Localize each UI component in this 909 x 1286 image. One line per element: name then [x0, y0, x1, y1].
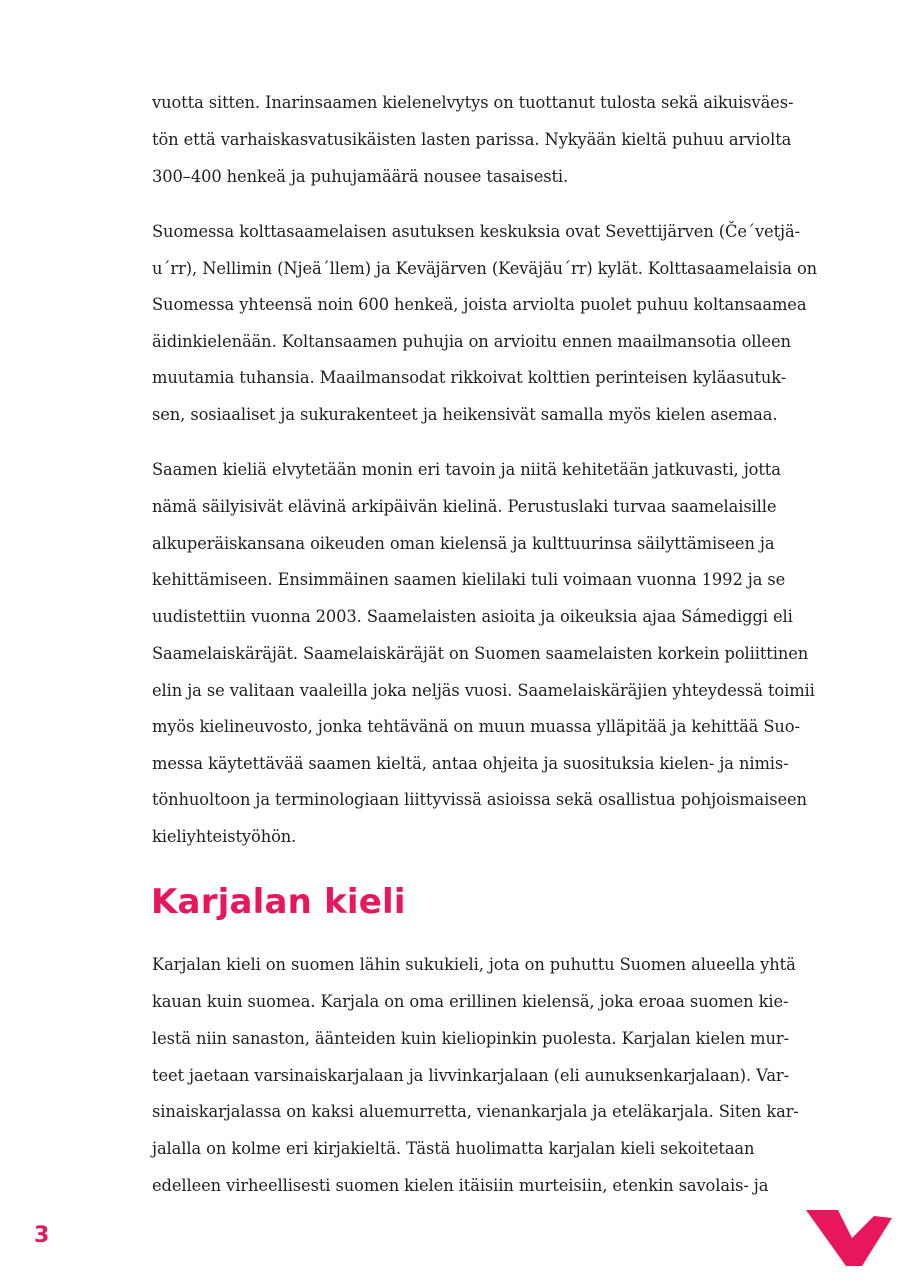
- text-line: 300–400 henkeä ja puhujamäärä nousee tasaisesti.: [152, 167, 569, 186]
- text-line: teet jaetaan varsinaiskarjalaan ja livvinkarjalaan (eli aunuksenkarjalaan). Var-: [152, 1066, 790, 1085]
- text-line: messa käytettävää saamen kieltä, antaa ohjeita ja suosituksia kielen- ja nimis-: [152, 754, 789, 773]
- text-line: myös kielineuvosto, jonka tehtävänä on muun muassa ylläpitää ja kehittää Suo-: [152, 717, 800, 736]
- text-line: lestä niin sanaston, äänteiden kuin kieliopinkin puolesta. Karjalan kielen mur-: [152, 1029, 789, 1048]
- text-line: elin ja se valitaan vaaleilla joka neljäs vuosi. Saamelaiskäräjien yhteydessä toimii: [152, 681, 815, 700]
- text-line: uˊrr), Nellimin (Njeäˊllem) ja Keväjärven (Keväjäuˊrr) kylät. Kolttasaamelaisia on: [152, 259, 818, 278]
- text-line: Karjalan kieli on suomen lähin sukukieli, jota on puhuttu Suomen alueella yhtä: [152, 955, 796, 974]
- chevron-logo-icon: [804, 1206, 894, 1276]
- text-line: kauan kuin suomea. Karjala on oma erillinen kielensä, joka eroaa suomen kie-: [152, 992, 789, 1011]
- text-line: tönhuoltoon ja terminologiaan liittyvissä asioissa sekä osallistua pohjoismaiseen: [152, 790, 807, 809]
- section-heading: Karjalan kieli: [151, 882, 406, 922]
- text-line: kehittämiseen. Ensimmäinen saamen kielilaki tuli voimaan vuonna 1992 ja se: [152, 570, 786, 589]
- text-line: vuotta sitten. Inarinsaamen kielenelvytys on tuottanut tulosta sekä aikuisväes-: [152, 93, 794, 112]
- text-line: Saamelaiskäräjät. Saamelaiskäräjät on Suomen saamelaisten korkein poliittinen: [152, 644, 809, 663]
- text-line: Suomessa kolttasaamelaisen asutuksen keskuksia ovat Sevettijärven (Čeˊvetjä-: [152, 222, 800, 241]
- text-line: edelleen virheellisesti suomen kielen itäisiin murteisiin, etenkin savolais- ja: [152, 1176, 769, 1195]
- text-line: äidinkielenään. Koltansaamen puhujia on arvioitu ennen maailmansotia olleen: [152, 332, 791, 351]
- text-line: alkuperäiskansana oikeuden oman kielensä ja kulttuurinsa säilyttämiseen ja: [152, 534, 775, 553]
- text-line: Saamen kieliä elvytetään monin eri tavoin ja niitä kehitetään jatkuvasti, jotta: [152, 460, 781, 479]
- text-line: tön että varhaiskasvatusikäisten lasten parissa. Nykyään kieltä puhuu arviolta: [152, 130, 792, 149]
- text-line: muutamia tuhansia. Maailmansodat rikkoivat kolttien perinteisen kyläasutuk-: [152, 368, 787, 387]
- text-line: kieliyhteistyöhön.: [152, 827, 297, 846]
- text-line: uudistettiin vuonna 2003. Saamelaisten asioita ja oikeuksia ajaa Sámediggi eli: [152, 607, 793, 626]
- text-line: Suomessa yhteensä noin 600 henkeä, joista arviolta puolet puhuu koltansaamea: [152, 295, 807, 314]
- text-line: jalalla on kolme eri kirjakieltä. Tästä huolimatta karjalan kieli sekoitetaan: [152, 1139, 755, 1158]
- text-line: sinaiskarjalassa on kaksi aluemurretta, vienankarjala ja eteläkarjala. Siten kar-: [152, 1102, 799, 1121]
- page-number: 3: [34, 1223, 50, 1248]
- text-line: nämä säilyisivät elävinä arkipäivän kielinä. Perustuslaki turvaa saamelaisille: [152, 497, 777, 516]
- text-line: sen, sosiaaliset ja sukurakenteet ja heikensivät samalla myös kielen asemaa.: [152, 405, 778, 424]
